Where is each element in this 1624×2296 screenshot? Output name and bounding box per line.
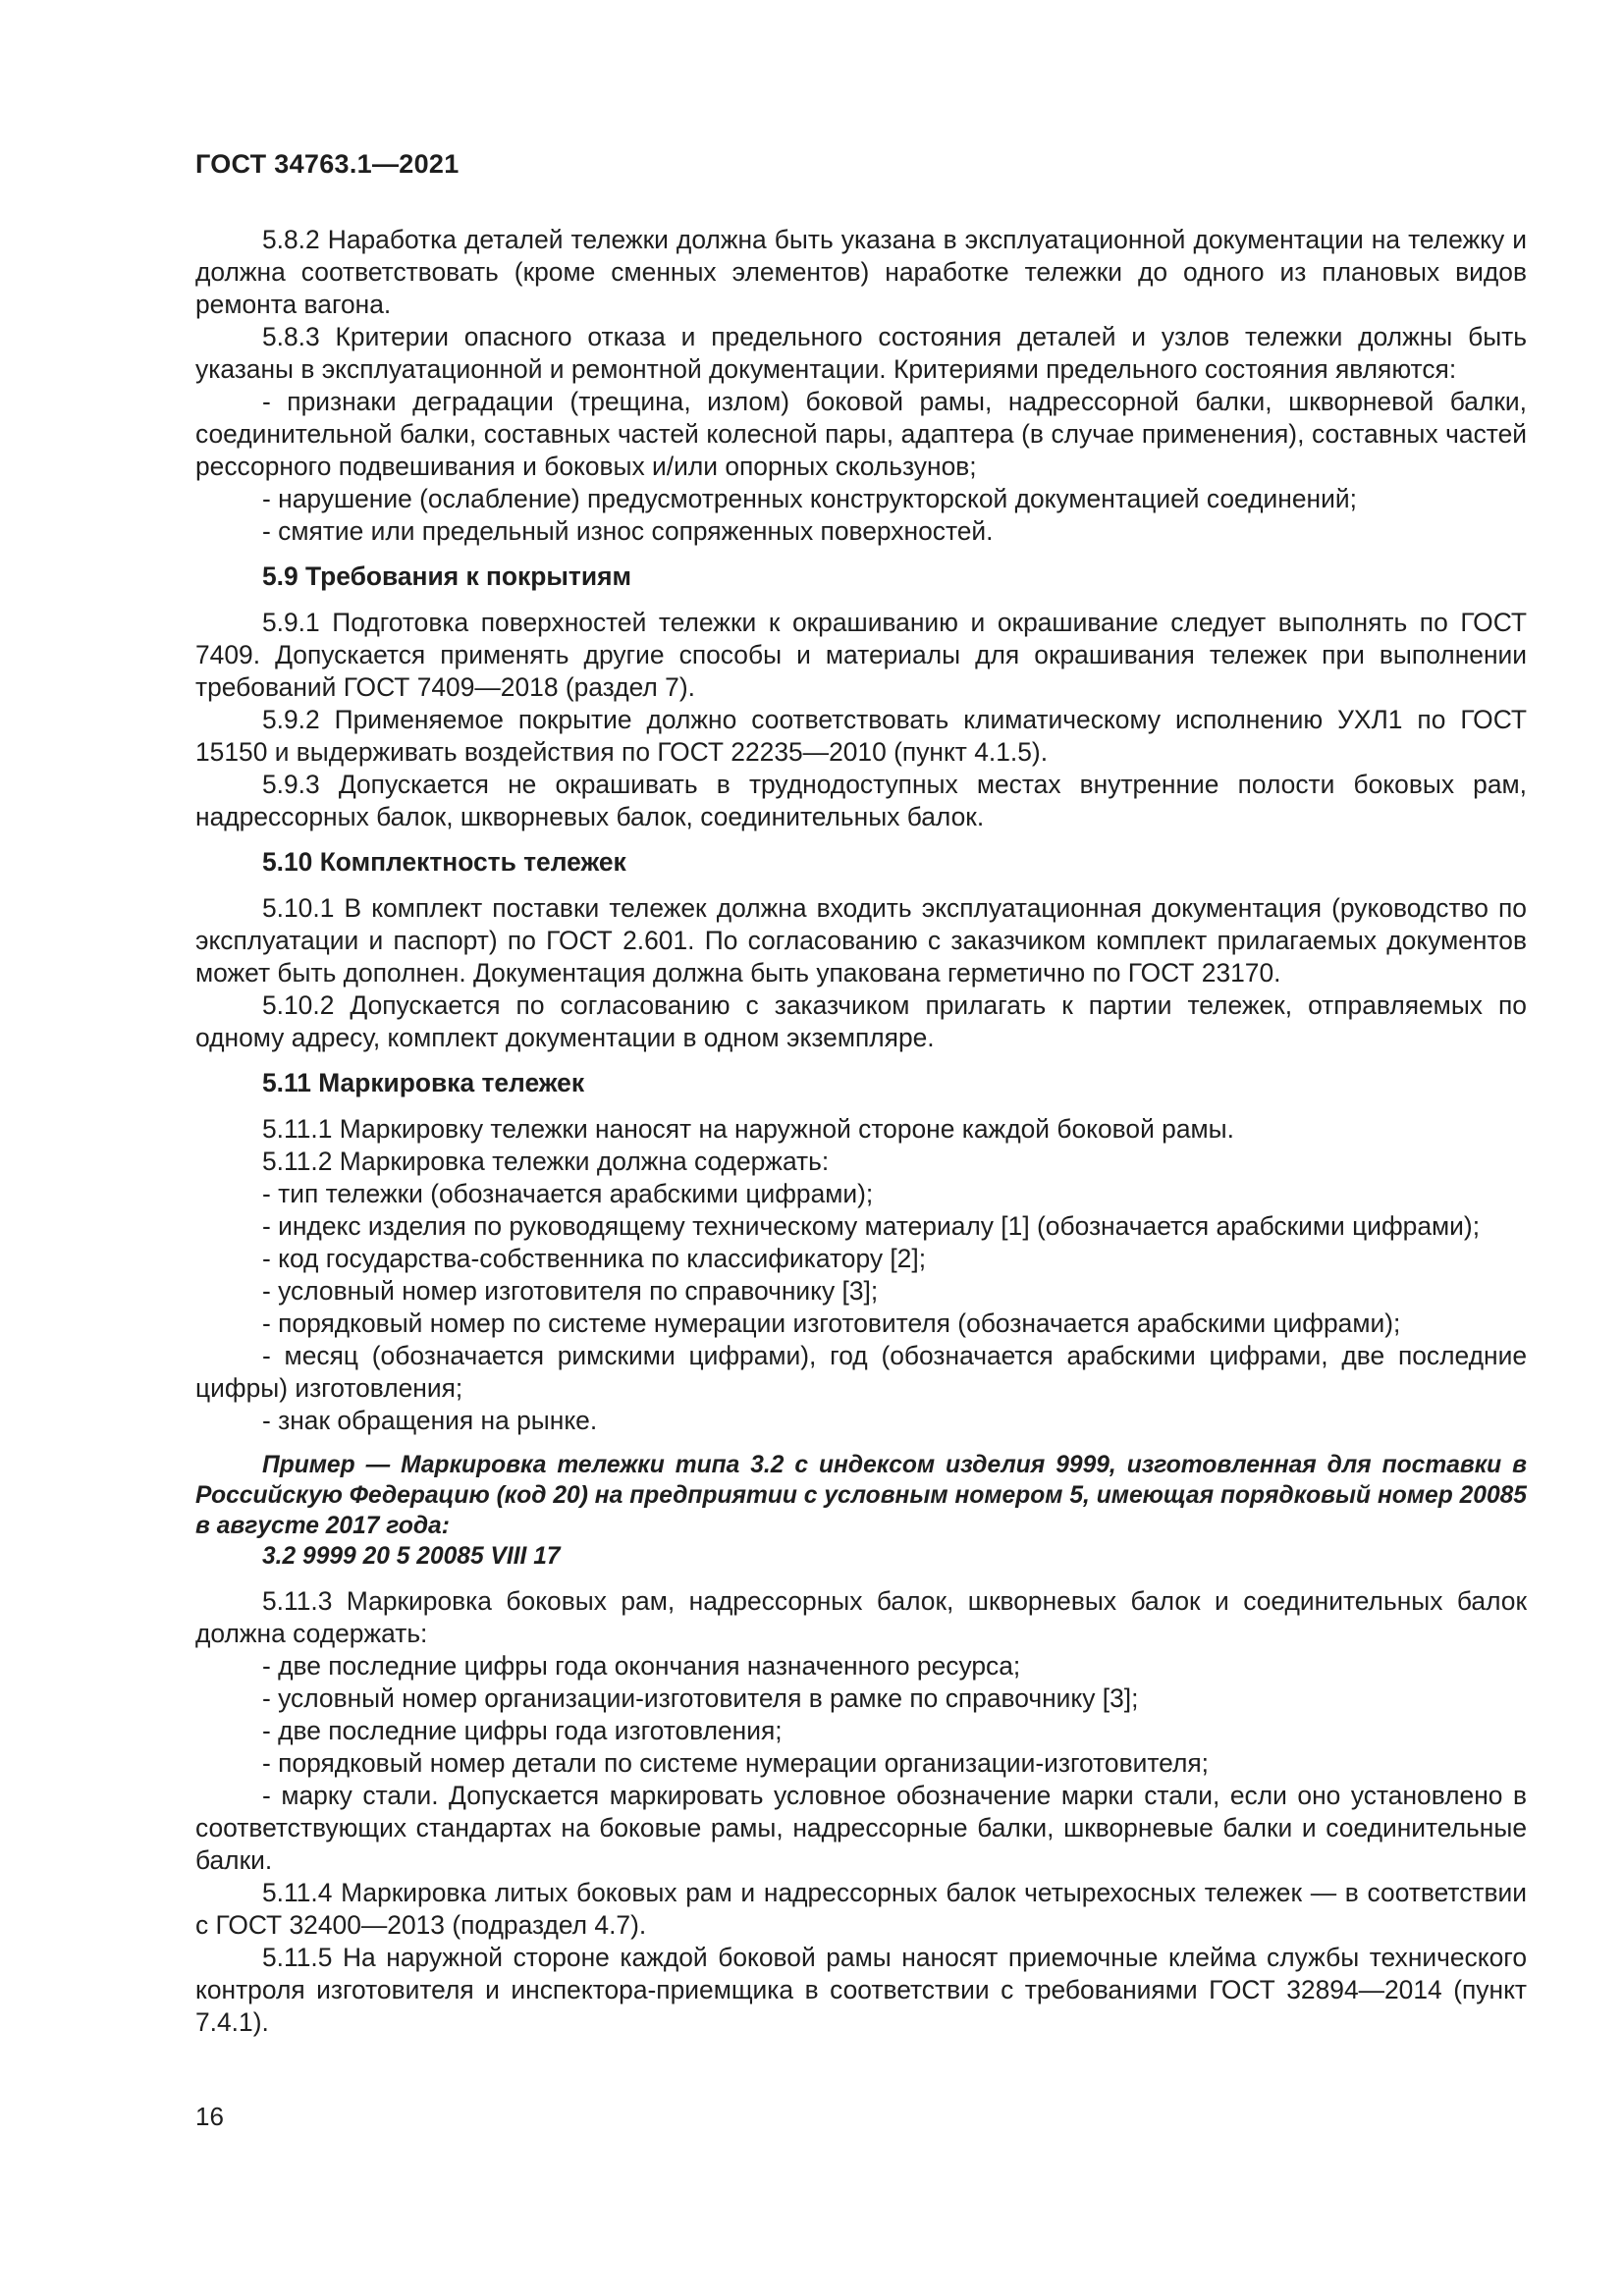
paragraph: 5.9.3 Допускается не окрашивать в труднодоступных местах внутренние полости боковых рам, надрессорных балок, шкворневых балок, соединительных балок. (195, 770, 1527, 831)
list-item: - порядковый номер детали по системе нумерации организации-изготовителя; (262, 1748, 1209, 1778)
paragraph: 5.10.1 В комплект поставки тележек должна входить эксплуатационная документация (руководство по эксплуатации и паспорт) по ГОСТ 2.601. По согласованию с заказчиком комплект прилагаемых документов может быть дополнен. Документация должна быть упакована герметично по ГОСТ 23170. (195, 893, 1527, 988)
list-item: - две последние цифры года изготовления; (262, 1716, 783, 1745)
list-item: - условный номер организации-изготовителя в рамке по справочнику [3]; (262, 1683, 1139, 1713)
paragraph: 5.11.2 Маркировка тележки должна содержать: (262, 1147, 830, 1176)
list-item: - порядковый номер по системе нумерации изготовителя (обозначается арабскими цифрами); (262, 1308, 1401, 1338)
paragraph: 5.8.3 Критерии опасного отказа и предельного состояния деталей и узлов тележки должны быть указаны в эксплуатационной и ремонтной документации. Критериями предельного состояния являются: (195, 322, 1527, 384)
paragraph: 5.10.2 Допускается по согласованию с заказчиком прилагать к партии тележек, отправляемых по одному адресу, комплект документации в одном экземпляре. (195, 990, 1527, 1052)
list-item: - код государства-собственника по классификатору [2]; (262, 1244, 927, 1273)
paragraph: 5.9.1 Подготовка поверхностей тележки к окрашиванию и окрашивание следует выполнять по ГОСТ 7409. Допускается применять другие способы и материалы для окрашивания тележек при выполнении требований ГОСТ 7409—2018 (раздел 7). (195, 608, 1527, 702)
list-item: - месяц (обозначается римскими цифрами), год (обозначается арабскими цифрами, две последние цифры) изготовления; (195, 1341, 1527, 1403)
example-block (195, 1450, 1527, 1572)
list-item: - нарушение (ослабление) предусмотренных конструкторской документацией соединений; (262, 484, 1357, 513)
document-body (195, 224, 1527, 2039)
list-item: - марку стали. Допускается маркировать условное обозначение марки стали, если оно установлено в соответствующих стандартах на боковые рамы, надрессорные балки, шкворневые балки и соединительные балки. (195, 1781, 1527, 1875)
document-page (195, 0, 1527, 2296)
list-item: - условный номер изготовителя по справочнику [3]; (262, 1276, 879, 1306)
section-heading: 5.9 Требования к покрытиям (262, 561, 631, 591)
paragraph: 5.11.1 Маркировку тележки наносят на наружной стороне каждой боковой рамы. (262, 1114, 1234, 1144)
list-item: - признаки деградации (трещина, излом) боковой рамы, надрессорной балки, шкворневой балки, соединительной балки, составных частей колесной пары, адаптера (в случае применения), составных частей рессорного подвешивания и боковых и/или опорных скользунов; (195, 387, 1527, 481)
list-item: - смятие или предельный износ сопряженных поверхностей. (262, 516, 994, 546)
document-header: ГОСТ 34763.1—2021 (195, 149, 460, 179)
section-heading: 5.11 Маркировка тележек (262, 1068, 585, 1097)
list-item: - индекс изделия по руководящему техническому материалу [1] (обозначается арабскими цифрами); (262, 1211, 1481, 1241)
list-item: - знак обращения на рынке. (262, 1406, 598, 1435)
paragraph: 5.11.3 Маркировка боковых рам, надрессорных балок, шкворневых балок и соединительных балок должна содержать: (195, 1586, 1527, 1648)
page-number: 16 (195, 2102, 224, 2131)
example-text: Пример — Маркировка тележки типа 3.2 с индексом изделия 9999, изготовленная для поставки в Российскую Федерацию (код 20) на предприятии с условным номером 5, имеющая порядковый номер 20085 в августе 2017 года: (195, 1452, 1527, 1539)
paragraph: 5.9.2 Применяемое покрытие должно соответствовать климатическому исполнению УХЛ1 по ГОСТ 15150 и выдерживать воздействия по ГОСТ 22235—2010 (пункт 4.1.5). (195, 705, 1527, 767)
section-heading: 5.10 Комплектность тележек (262, 847, 626, 877)
list-item: - две последние цифры года окончания назначенного ресурса; (262, 1651, 1021, 1681)
paragraph: 5.11.4 Маркировка литых боковых рам и надрессорных балок четырехосных тележек — в соответствии с ГОСТ 32400—2013 (подраздел 4.7). (195, 1878, 1527, 1940)
list-item: - тип тележки (обозначается арабскими цифрами); (262, 1179, 874, 1208)
paragraph: 5.8.2 Наработка деталей тележки должна быть указана в эксплуатационной документации на тележку и должна соответствовать (кроме сменных элементов) наработке тележки до одного из плановых видов ремонта вагона. (195, 225, 1527, 319)
paragraph: 5.11.5 На наружной стороне каждой боковой рамы наносят приемочные клейма службы технического контроля изготовителя и инспектора-приемщика в соответствии с требованиями ГОСТ 32894—2014 (пункт 7.4.1). (195, 1943, 1527, 2037)
example-marking-code: 3.2 9999 20 5 20085 VIII 17 (262, 1543, 561, 1570)
